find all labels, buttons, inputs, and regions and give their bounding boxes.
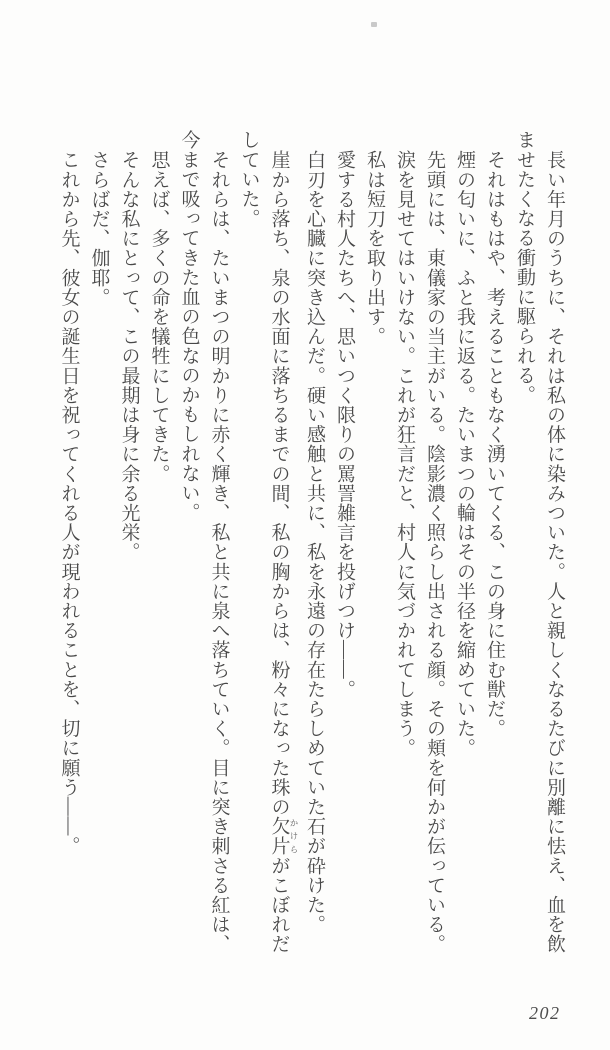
text-column: そんな私にとって、この最期は身に余る光栄。 bbox=[118, 149, 140, 562]
text-column: 崖から落ち、泉の水面に落ちるまでの間、私の胸からは、粉々になった珠の欠片 かけらがこぼれだ bbox=[268, 149, 299, 954]
text-column: 長い年月のうちに、それは私の体に染みついた。人と親しくなるたびに別離に怯え、血を飲 bbox=[544, 149, 565, 954]
text-column: 私は短刀を取り出す。 bbox=[364, 149, 385, 346]
page-number: 202 bbox=[529, 1003, 561, 1023]
text-column: 涙を見せてはいけない。これが狂言だと、村人に気づかれてしまう。 bbox=[394, 149, 415, 758]
text-column: 煙の匂いに、ふと我に返る。たいまつの輪はその半径を縮めていた。 bbox=[454, 149, 475, 758]
text-column: していた。 bbox=[238, 130, 260, 228]
text-column: 今まで吸ってきた血の色なのかもしれない。 bbox=[178, 130, 200, 522]
text-column: それはもはや、考えることもなく湧いてくる、この身に住む獣だ。 bbox=[484, 149, 505, 738]
text-column: 思えば、多くの命を犠牲にしてきた。 bbox=[148, 149, 170, 483]
text-column: これから先、彼女の誕生日を祝ってくれる人が現われることを、切に願う――。 bbox=[58, 149, 80, 856]
text-column: さらばだ、伽耶。 bbox=[88, 149, 110, 307]
text-column: ませたくなる衝動に駆られる。 bbox=[514, 130, 535, 405]
scan-artifact bbox=[371, 22, 377, 27]
vertical-text-block bbox=[54, 130, 570, 968]
text-column: 白刃を心臓に突き込んだ。硬い感触と共に、私を永遠の存在たらしめていた石が砕けた。 bbox=[304, 149, 325, 934]
furigana: 欠片 かけら bbox=[268, 816, 299, 856]
text-column: 愛する村人たちへ、思いつく限りの罵詈雑言を投げつけ――。 bbox=[334, 149, 355, 699]
text-column: 先頭には、東儀家の当主がいる。陰影濃く照らし出される顔。その頬を何かが伝っている。 bbox=[424, 149, 445, 954]
text-column: それらは、たいまつの明かりに赤く輝き、私と共に泉へ落ちていく。目に突き刺さる紅は、 bbox=[208, 149, 230, 954]
